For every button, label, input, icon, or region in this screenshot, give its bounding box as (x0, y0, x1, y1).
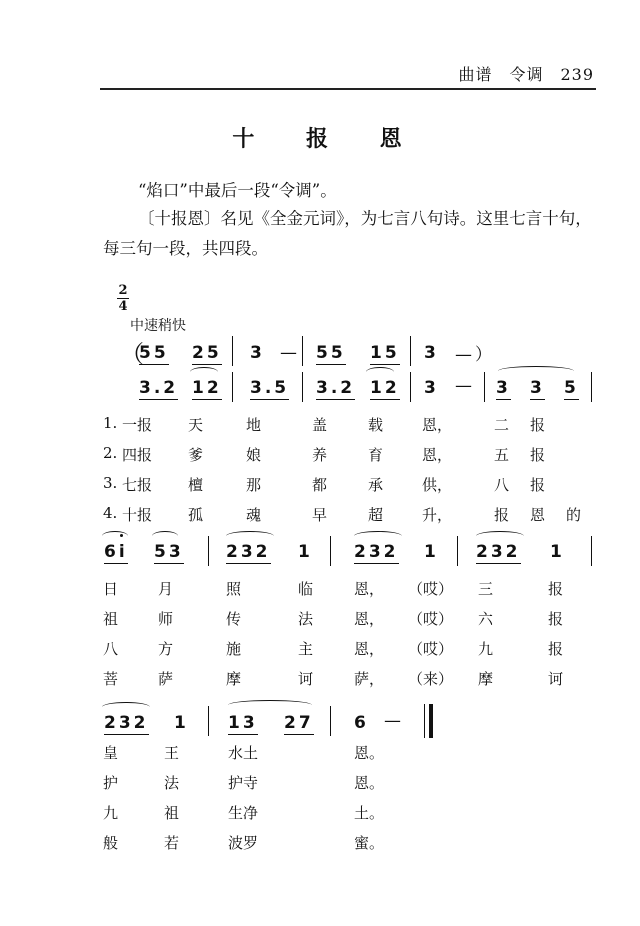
lyric: 二 (494, 416, 510, 434)
time-signature (117, 284, 129, 313)
lyric: 超 (368, 506, 384, 524)
lyric: 八 (103, 640, 119, 658)
barline (591, 372, 592, 402)
lyric: 报 (530, 446, 546, 464)
lyric: 水土 (228, 744, 259, 762)
lyric: 祖 (164, 804, 180, 822)
lyric: 诃 (548, 670, 564, 688)
lyric: 恩。 (354, 774, 385, 792)
note-l3-3: 27 (284, 713, 314, 733)
lyric: 升， (422, 506, 453, 524)
tempo-marking: 中速稍快 (130, 318, 186, 334)
lyric: 十报 (122, 506, 153, 524)
note-l3-2: 13 (228, 713, 258, 733)
note-l3-1: 1 (174, 713, 189, 733)
lyric: 4. (103, 504, 118, 522)
lyric: 檀 (188, 476, 204, 494)
lyric: 日 (103, 580, 119, 598)
lyric: 1. (103, 414, 118, 432)
slur (228, 700, 312, 710)
note-intro-5: 55 (316, 343, 346, 363)
lyric: 2. (103, 444, 118, 462)
barline (410, 336, 411, 366)
final-barline-thick (429, 704, 433, 738)
note-l1-9: 5 (564, 378, 579, 398)
lyric: 报 (548, 640, 564, 658)
lyric: 3. (103, 474, 118, 492)
lyric: 报 (530, 476, 546, 494)
note-intro-1: 55 (139, 343, 169, 363)
lyric: 供， (422, 476, 453, 494)
note-l1-7: 3 (496, 378, 511, 398)
note-intro-6: 15 (370, 343, 400, 363)
lyric: 八 (494, 476, 510, 494)
slur (190, 367, 218, 377)
note-l1-1: 12 (192, 378, 222, 398)
barline (208, 536, 209, 566)
note-l1-4: 12 (370, 378, 400, 398)
final-barline-thin (424, 704, 425, 738)
barline (302, 372, 303, 402)
lyric: 育 (368, 446, 384, 464)
note-l1-0: 3.2 (139, 378, 179, 398)
note-l3-0: 232 (104, 713, 149, 733)
lyric: 一报 (122, 416, 153, 434)
barline (330, 706, 331, 736)
lyric: 五 (494, 446, 510, 464)
page-header (0, 62, 640, 86)
lyric: 地 (246, 416, 262, 434)
lyric: 恩 (530, 506, 546, 524)
lyric: 护寺 (228, 774, 259, 792)
lyric: 恩， (422, 416, 453, 434)
lyric: 四报 (122, 446, 153, 464)
lyric: 恩， (422, 446, 453, 464)
lyric: 承 (368, 476, 384, 494)
slur (476, 531, 524, 541)
note-intro-7: 3 (424, 343, 439, 363)
paragraph-2: 〔十报恩〕名见《全金元词》，为七言八句诗。这里七言十句，每三句一段，共四段。 (103, 209, 592, 258)
slur (102, 702, 150, 712)
slur (354, 531, 402, 541)
lyric: 师 (158, 610, 174, 628)
lyric: 报 (548, 580, 564, 598)
lyric: 载 (368, 416, 384, 434)
header-text: 曲谱 令调 239 (458, 65, 594, 84)
lyric: 皇 (103, 744, 119, 762)
barline (302, 336, 303, 366)
barline (232, 336, 233, 366)
lyric: （哎） (408, 580, 454, 598)
lyric: 生净 (228, 804, 259, 822)
note-intro-8: —） (455, 345, 495, 365)
lyric: 方 (158, 640, 174, 658)
lyric: 萨 (158, 670, 174, 688)
lyric: 传 (226, 610, 242, 628)
lyric: 照 (226, 580, 242, 598)
barline (208, 706, 209, 736)
lyric: 恩， (354, 580, 385, 598)
lyric: 土。 (354, 804, 385, 822)
note-intro-2: 25 (192, 343, 222, 363)
paragraph-1: “焰口”中最后一段“令调”。 (138, 181, 337, 200)
high-octave-dot (120, 534, 123, 537)
barline (457, 536, 458, 566)
lyric: 盖 (312, 416, 328, 434)
lyric: 摩 (478, 670, 494, 688)
lyric: 恩， (354, 640, 385, 658)
lyric: 月 (158, 580, 174, 598)
lyric: 法 (164, 774, 180, 792)
lyric: 魂 (246, 506, 262, 524)
lyric: （哎） (408, 640, 454, 658)
slur (366, 367, 394, 377)
note-intro-3: 3 (250, 343, 265, 363)
lyric: 孤 (188, 506, 204, 524)
note-l1-6: — (455, 376, 475, 396)
lyric: 爹 (188, 446, 204, 464)
lyric: 娘 (246, 446, 262, 464)
lyric: 护 (103, 774, 119, 792)
lyric: 恩， (354, 610, 385, 628)
lyric: 九 (478, 640, 494, 658)
note-l2-3: 1 (298, 542, 313, 562)
lyric: 施 (226, 640, 242, 658)
note-l2-5: 1 (424, 542, 439, 562)
header-rule (100, 88, 596, 90)
slur (102, 531, 128, 541)
slur (226, 531, 274, 541)
note-l1-5: 3 (424, 378, 439, 398)
lyric: 王 (164, 744, 180, 762)
note-l2-7: 1 (550, 542, 565, 562)
barline (232, 372, 233, 402)
lyric: （来） (408, 670, 454, 688)
note-l2-2: 232 (226, 542, 271, 562)
lyric: 都 (312, 476, 328, 494)
lyric: 临 (298, 580, 314, 598)
barline (484, 372, 485, 402)
note-l2-1: 53 (154, 542, 184, 562)
lyric: 恩。 (354, 744, 385, 762)
lyric: 般 (103, 834, 119, 852)
lyric: 报 (494, 506, 510, 524)
lyric: 菩 (103, 670, 119, 688)
lyric: 六 (478, 610, 494, 628)
lyric: 祖 (103, 610, 119, 628)
lyric: 诃 (298, 670, 314, 688)
lyric: 七报 (122, 476, 153, 494)
lyric: 萨， (354, 670, 385, 688)
note-l3-5: — (384, 711, 404, 731)
lyric: 三 (478, 580, 494, 598)
lyric: 报 (530, 416, 546, 434)
note-intro-0: （ (120, 340, 147, 368)
lyric: 九 (103, 804, 119, 822)
lyric: 若 (164, 834, 180, 852)
lyric: 养 (312, 446, 328, 464)
note-l1-2: 3.5 (250, 378, 290, 398)
note-l2-4: 232 (354, 542, 399, 562)
lyric: 早 (312, 506, 328, 524)
barline (330, 536, 331, 566)
slur (498, 366, 574, 376)
lyric: 摩 (226, 670, 242, 688)
note-l1-8: 3 (530, 378, 545, 398)
barline (410, 372, 411, 402)
page-title: 十 报 恩 (232, 126, 424, 152)
lyric: 天 (188, 416, 204, 434)
note-l2-0: 6i (104, 542, 128, 562)
note-l1-3: 3.2 (316, 378, 356, 398)
time-signature-top: 2 (118, 283, 128, 298)
lyric: （哎） (408, 610, 454, 628)
lyric: 法 (298, 610, 314, 628)
lyric: 主 (298, 640, 314, 658)
slur (152, 531, 178, 541)
barline (591, 536, 592, 566)
lyric: 波罗 (228, 834, 259, 852)
note-l3-4: 6 (354, 713, 369, 733)
note-intro-4: — (280, 343, 300, 363)
lyric: 报 (548, 610, 564, 628)
lyric: 的 (566, 506, 582, 524)
lyric: 蜜。 (354, 834, 385, 852)
lyric: 那 (246, 476, 262, 494)
time-signature-bottom: 4 (118, 299, 128, 314)
note-l2-6: 232 (476, 542, 521, 562)
